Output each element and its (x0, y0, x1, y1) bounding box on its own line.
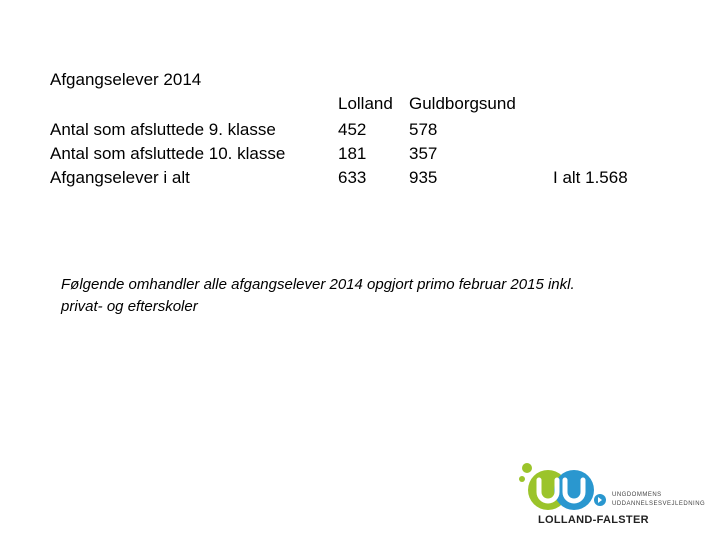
row-label-9-klasse: Antal som afsluttede 9. klasse (50, 120, 276, 139)
cell-lolland-total: 633 (338, 168, 367, 187)
cell-guldborgsund-9: 578 (409, 120, 438, 139)
cell-lolland-9: 452 (338, 120, 367, 139)
cell-guldborgsund-total: 935 (409, 168, 438, 187)
grand-total: I alt 1.568 (553, 168, 628, 187)
column-header-lolland: Lolland (338, 94, 393, 113)
slide-title: Afgangselever 2014 (50, 70, 202, 89)
logo-small-green-dot (522, 463, 532, 473)
column-header-guldborgsund: Guldborgsund (409, 94, 516, 113)
cell-guldborgsund-10: 357 (409, 144, 438, 163)
logo-blue-circle (554, 470, 594, 510)
footnote: Følgende omhandler alle afgangselever 2014 opgjort primo februar 2015 inkl. privat- og efterskoler (61, 276, 575, 315)
logo-tiny-green-dot (519, 476, 525, 482)
row-label-i-alt: Afgangselever i alt (50, 168, 190, 187)
logo-text-line2: UDDANNELSESVEJLEDNING (612, 501, 706, 507)
uu-logo (518, 462, 718, 532)
uu-logo-mark-icon (518, 462, 608, 514)
cell-lolland-10: 181 (338, 144, 367, 163)
logo-text-line1: UNGDOMMENS (612, 492, 662, 498)
logo-region-name: LOLLAND-FALSTER (538, 514, 649, 526)
row-label-10-klasse: Antal som afsluttede 10. klasse (50, 144, 286, 163)
